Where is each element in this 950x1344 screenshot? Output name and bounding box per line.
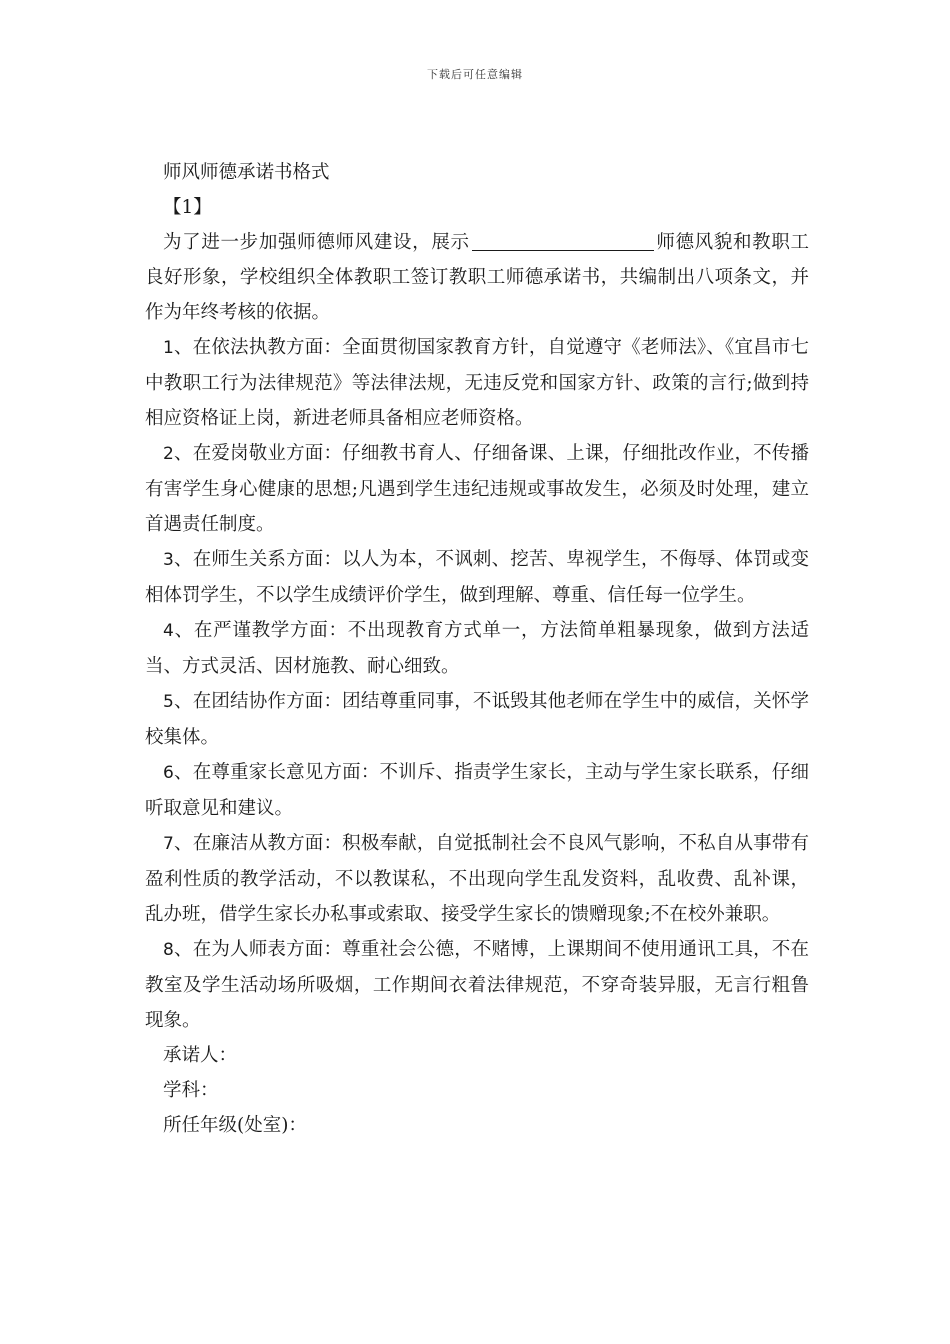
signature-grade: 所任年级(处室)： — [163, 1115, 307, 1136]
document-body — [145, 155, 809, 1143]
item-text: 、在依法执教方面：全面贯彻国家教育方针，自觉遵守《老师法》、《宜昌市七中教职工行为法律规范》等法律法规，无违反党和国家方针、政策的言行;做到持相应资格证上岗，新进老师具备相应老师资格。 — [145, 337, 809, 429]
item-number: 8 — [163, 940, 174, 960]
item-text: 、在为人师表方面：尊重社会公德，不赌博，上课期间不使用通讯工具，不在教室及学生活动场所吸烟，工作期间衣着法律规范，不穿奇装异服，无言行粗鲁现象。 — [145, 939, 809, 1031]
item-text: 、在尊重家长意见方面：不训斥、指责学生家长，主动与学生家长联系，仔细听取意见和建议。 — [145, 762, 809, 819]
signature-promiser: 承诺人： — [163, 1045, 238, 1066]
item-number: 1 — [163, 338, 174, 358]
commitment-item — [145, 826, 809, 932]
item-text: 、在廉洁从教方面：积极奉献，自觉抵制社会不良风气影响，不私自从事带有盈利性质的教学活动，不以教谋私，不出现向学生乱发资料，乱收费、乱补课，乱办班，借学生家长办私事或索取、接受学生家长的馈赠现象;不在校外兼职。 — [145, 833, 809, 925]
item-text: 、在师生关系方面：以人为本，不讽刺、挖苦、卑视学生，不侮辱、体罚或变相体罚学生，不以学生成绩评价学生，做到理解、尊重、信任每一位学生。 — [145, 549, 809, 606]
commitment-item — [145, 613, 809, 684]
item-number: 5 — [163, 692, 174, 712]
item-text: 、在严谨教学方面：不出现教育方式单一，方法简单粗暴现象，做到方法适当、方式灵活、因材施教、耐心细致。 — [145, 620, 809, 677]
commitment-item — [145, 684, 809, 755]
item-number: 4 — [163, 621, 174, 641]
page-header-note: 下载后可任意编辑 — [427, 68, 523, 81]
intro-text-after: 师德风貌和教职工良好形象，学校组织全体教职工签订教职工师德承诺书，共编制出八项条文，并作为年终考核的依据。 — [145, 232, 809, 323]
item-text: 、在爱岗敬业方面：仔细教书育人、仔细备课、上课，仔细批改作业，不传播有害学生身心健康的思想;凡遇到学生违纪违规或事故发生，必须及时处理，建立首遇责任制度。 — [145, 443, 809, 535]
commitment-item — [145, 932, 809, 1038]
intro-text-before: 为了进一步加强师德师风建设，展示 — [163, 232, 470, 253]
intro-paragraph — [145, 225, 809, 330]
item-number: 6 — [163, 763, 174, 783]
item-number: 7 — [163, 834, 174, 854]
item-number: 2 — [163, 444, 174, 464]
section-label: 【1】 — [163, 197, 212, 218]
item-number: 3 — [163, 550, 174, 570]
commitment-item — [145, 542, 809, 613]
item-text: 、在团结协作方面：团结尊重同事，不诋毁其他老师在学生中的威信，关怀学校集体。 — [145, 691, 809, 748]
commitment-item — [145, 330, 809, 436]
document-title: 师风师德承诺书格式 — [163, 162, 330, 183]
commitment-item — [145, 436, 809, 542]
fill-in-blank — [472, 230, 654, 251]
commitment-item — [145, 755, 809, 826]
signature-subject: 学科： — [163, 1080, 219, 1101]
